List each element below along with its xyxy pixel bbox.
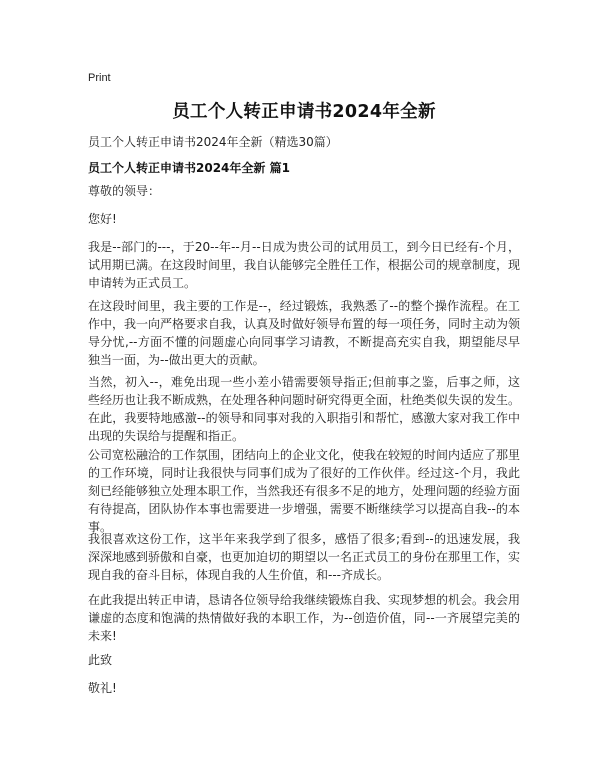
paragraph-1: 我是--部门的---，于20--年--月--日成为贵公司的试用员工，到今日已经有-个月，试用期已满。在这段时间里，我自认能够完全胜任工作，根据公司的规章制度，现申请转为正式员工。 [88, 240, 521, 290]
closing-line-2: 敬礼! [88, 681, 117, 695]
document-subtitle: 员工个人转正申请书2024年全新（精选30篇） [88, 135, 338, 149]
document-title: 员工个人转正申请书2024年全新 [172, 102, 436, 122]
paragraph-6: 在此我提出转正申请，恳请各位领导给我继续锻炼自我、实现梦想的机会。我会用谦虚的态度和饱满的热情做好我的本职工作，为--创造价值，同--一齐展望完美的未来! [88, 593, 521, 643]
section-heading: 员工个人转正申请书2024年全新 篇1 [88, 161, 290, 175]
closing-line-1: 此致 [88, 653, 113, 667]
paragraph-4: 公司宽松融洽的工作氛围，团结向上的企业文化，使我在较短的时间内适应了那里的工作环境，同时让我很快与同事们成为了很好的工作伙伴。经过这-个月，我此刻已经能够独立处理本职工作，当然我还有很多不足的地方，处理问题的经验方面有待提高，团队协作本事也需要进一步增强，需要不断继续学习以提高自我--的本事。 [88, 448, 521, 534]
salutation: 尊敬的领导： [88, 184, 161, 198]
paragraph-2: 在这段时间里，我主要的工作是--，经过锻炼，我熟悉了--的整个操作流程。在工作中，我一向严格要求自我，认真及时做好领导布置的每一项任务，同时主动为领导分忧,--方面不懂的问题虚心向同事学习请教，不断提高充实自我，期望能尽早独当一面，为--做出更大的贡献。 [88, 299, 521, 367]
print-label[interactable]: Print [88, 72, 111, 84]
paragraph-3: 当然，初入--，难免出现一些小差小错需要领导指正;但前事之鉴，后事之师，这些经历也让我不断成熟，在处理各种问题时研究得更全面，杜绝类似失误的发生。在此，我要特地感激--的领导和同事对我的入职指引和帮忙，感激大家对我工作中出现的失误给与提醒和指正。 [88, 375, 521, 443]
greeting: 您好! [88, 212, 117, 226]
paragraph-5: 我很喜欢这份工作，这半年来我学到了很多，感悟了很多;看到--的迅速发展，我深深地感到骄傲和自豪，也更加迫切的期望以一名正式员工的身份在那里工作，实现自我的奋斗目标，体现自我的人生价值，和---齐成长。 [88, 532, 521, 582]
